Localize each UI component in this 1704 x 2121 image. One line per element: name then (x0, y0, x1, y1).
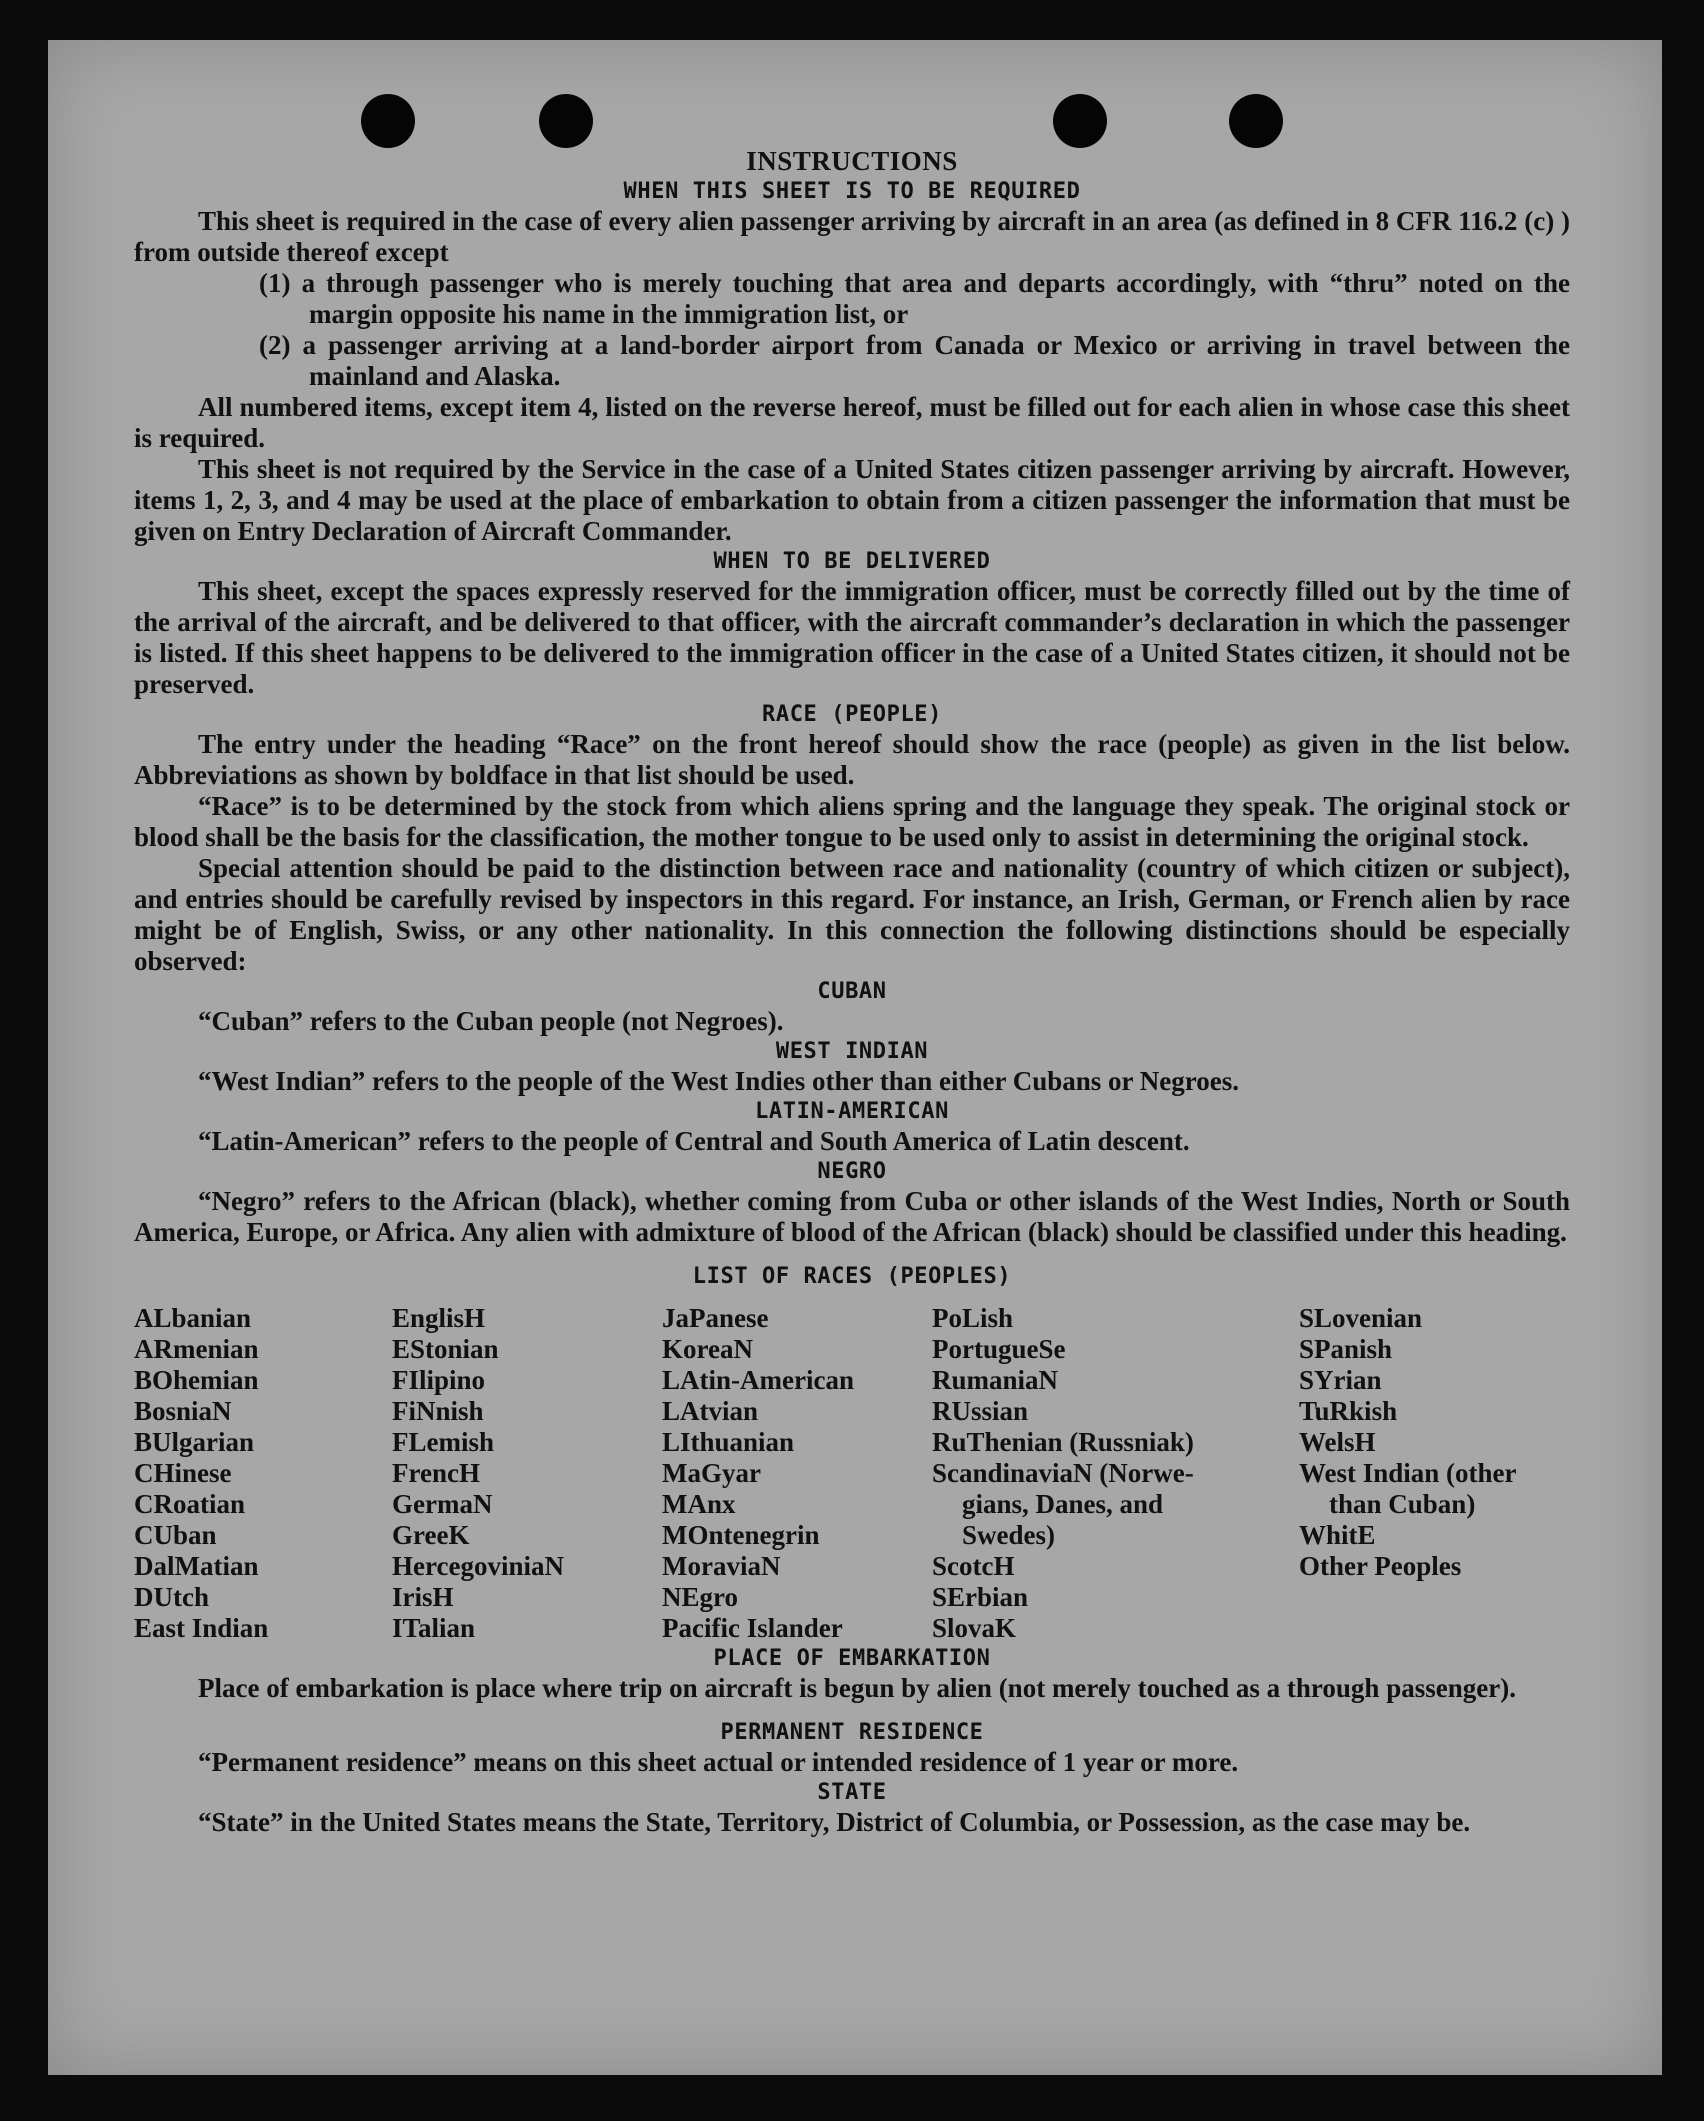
paragraph: “West Indian” refers to the people of the West Indies other than either Cubans or Negroes. (198, 1066, 1240, 1096)
paragraph: Place of embarkation is place where trip on aircraft is begun by alien (not merely touched as a through passenger). (198, 1673, 1516, 1703)
race-item: LIthuanian (662, 1427, 795, 1457)
paragraph: This sheet, except the spaces expressly reserved for the immigration officer, must be correctly filled out by the time of the arrival of the aircraft, and be delivered to that officer, with the aircraft commander’s declaration in which the passenger is listed. If this sheet happens to be delivered to the immigration officer in the case of a United States citizen, it should not be preserved. (134, 576, 1570, 699)
race-item: GreeK (392, 1520, 470, 1550)
race-item: Pacific Islander (662, 1613, 843, 1643)
race-item: DUtch (134, 1582, 209, 1612)
section-heading-when-required: WHEN THIS SHEET IS TO BE REQUIRED (623, 179, 1081, 204)
race-item: RuThenian (Russniak) (932, 1427, 1194, 1457)
race-item: WelsH (1299, 1427, 1376, 1457)
race-item: BOhemian (134, 1365, 259, 1395)
section-heading-embarkation: PLACE OF EMBARKATION (713, 1646, 991, 1671)
paragraph: All numbered items, except item 4, listed on the reverse hereof, must be filled out for each alien in whose case this sheet is required. (134, 392, 1570, 453)
race-item: Swedes) (962, 1520, 1055, 1550)
race-item: FLemish (392, 1427, 495, 1457)
race-item: ALbanian (134, 1303, 252, 1333)
race-column (392, 1303, 662, 1644)
document-sheet (48, 40, 1662, 2075)
race-item: EnglisH (392, 1303, 486, 1333)
race-item: ARmenian (134, 1334, 259, 1364)
instructions-content (134, 106, 1570, 1838)
race-item: PoLish (932, 1303, 1014, 1333)
section-heading-race: RACE (PEOPLE) (762, 702, 942, 727)
race-item: FrencH (392, 1458, 480, 1488)
list-item: (2) a passenger arriving at a land-border airport from Canada or Mexico or arriving in travel between the mainland and Alaska. (259, 330, 1570, 391)
race-item: SPanish (1299, 1334, 1393, 1364)
section-heading-list-of-races: LIST OF RACES (PEOPLES) (692, 1264, 1012, 1289)
list-item: (1) a through passenger who is merely touching that area and departs accordingly, with “thru” noted on the margin opposite his name in the immigration list, or (259, 268, 1570, 329)
race-item: EStonian (392, 1334, 499, 1364)
race-item: LAtvian (662, 1396, 759, 1426)
race-item: NEgro (662, 1582, 739, 1612)
race-item: JaPanese (662, 1303, 769, 1333)
race-item: TuRkish (1299, 1396, 1398, 1426)
race-item: MoraviaN (662, 1551, 781, 1581)
paragraph: “Cuban” refers to the Cuban people (not Negroes). (198, 1006, 784, 1036)
race-item: ScotcH (932, 1551, 1015, 1581)
race-item: WhitE (1299, 1520, 1376, 1550)
race-item: LAtin-American (662, 1365, 854, 1395)
paragraph: Special attention should be paid to the distinction between race and nationality (country of which citizen or subject), and entries should be carefully revised by inspectors in this regard. For instance, an Irish, German, or French alien by race might be of English, Swiss, or any other nationality. In this connection the following distinctions should be especially observed: (134, 853, 1570, 976)
race-item: RUssian (932, 1396, 1029, 1426)
section-heading-residence: PERMANENT RESIDENCE (720, 1720, 984, 1745)
paragraph: This sheet is not required by the Service in the case of a United States citizen passenger arriving by aircraft. However, items 1, 2, 3, and 4 may be used at the place of embarkation to obtain from a citizen passenger the information that must be given on Entry Declaration of Aircraft Commander. (134, 454, 1570, 546)
paragraph: This sheet is required in the case of every alien passenger arriving by aircraft in an area (as defined in 8 CFR 116.2 (c) ) from outside thereof except (134, 206, 1570, 267)
race-item: DalMatian (134, 1551, 259, 1581)
race-column (662, 1303, 932, 1644)
section-heading-state: STATE (817, 1780, 887, 1805)
race-item: MAnx (662, 1489, 736, 1519)
race-item: SlovaK (932, 1613, 1017, 1643)
race-item: IrisH (392, 1582, 454, 1612)
race-item: BUlgarian (134, 1427, 255, 1457)
section-heading-cuban: CUBAN (817, 979, 887, 1004)
race-item: Other Peoples (1299, 1551, 1462, 1581)
race-item: BosniaN (134, 1396, 232, 1426)
section-heading-negro: NEGRO (817, 1159, 887, 1184)
race-item: MaGyar (662, 1458, 761, 1488)
paragraph: “Race” is to be determined by the stock from which aliens spring and the language they speak. The original stock or blood shall be the basis for the classification, the mother tongue to be used only to assist in determining the original stock. (134, 791, 1570, 852)
race-column (932, 1303, 1299, 1644)
section-heading-west-indian: WEST INDIAN (775, 1039, 929, 1064)
paragraph: “Permanent residence” means on this sheet actual or intended residence of 1 year or more. (198, 1747, 1239, 1777)
race-item: gians, Danes, and (962, 1489, 1164, 1519)
paragraph: “Latin-American” refers to the people of Central and South America of Latin descent. (198, 1126, 1190, 1156)
race-item: CUban (134, 1520, 217, 1550)
paragraph: The entry under the heading “Race” on the front hereof should show the race (people) as given in the list below. Abbreviations as shown by boldface in that list should be used. (134, 729, 1570, 790)
race-item: SErbian (932, 1582, 1029, 1612)
race-item: CHinese (134, 1458, 232, 1488)
race-item: East Indian (134, 1613, 269, 1643)
race-item: GermaN (392, 1489, 493, 1519)
race-item: ScandinaviaN (Norwe- (932, 1458, 1194, 1488)
paragraph: “Negro” refers to the African (black), whether coming from Cuba or other islands of the West Indies, North or South America, Europe, or Africa. Any alien with admixture of blood of the African (black) should be classified under this heading. (134, 1186, 1570, 1247)
section-heading-latin-american: LATIN-AMERICAN (755, 1099, 949, 1124)
race-item: ITalian (392, 1613, 476, 1643)
race-item: KoreaN (662, 1334, 753, 1364)
race-column (134, 1303, 392, 1644)
race-item: PortugueSe (932, 1334, 1066, 1364)
race-list (134, 1303, 1570, 1644)
race-item: than Cuban) (1329, 1489, 1476, 1519)
race-item: CRoatian (134, 1489, 246, 1519)
race-item: FIlipino (392, 1365, 486, 1395)
section-heading-when-delivered: WHEN TO BE DELIVERED (713, 549, 991, 574)
race-item: West Indian (other (1299, 1458, 1517, 1488)
race-item: RumaniaN (932, 1365, 1059, 1395)
race-item: SYrian (1299, 1365, 1382, 1395)
race-item: SLovenian (1299, 1303, 1423, 1333)
race-item: MOntenegrin (662, 1520, 820, 1550)
paragraph: “State” in the United States means the State, Territory, District of Columbia, or Possession, as the case may be. (198, 1807, 1471, 1837)
race-column (1299, 1303, 1570, 1644)
race-item: HercegoviniaN (392, 1551, 564, 1581)
page-title: INSTRUCTIONS (746, 146, 958, 176)
race-item: FiNnish (392, 1396, 484, 1426)
